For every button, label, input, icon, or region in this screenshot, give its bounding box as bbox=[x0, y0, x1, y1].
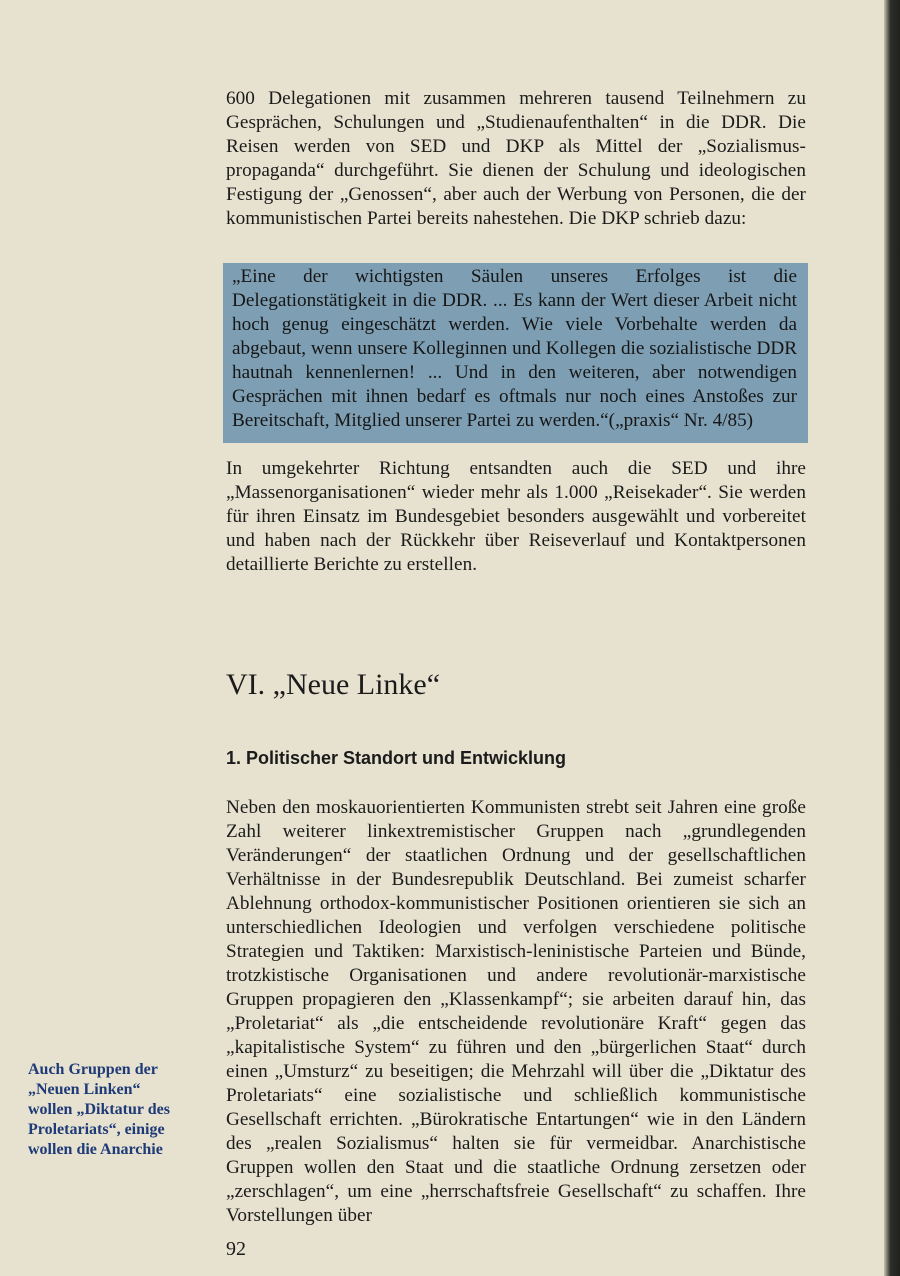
section-subheading: 1. Politischer Standort und Entwicklung bbox=[226, 748, 567, 768]
intro-paragraph: 600 Delegationen mit zusammen mehreren tausend Teilnehmern zu Gesprächen, Schulungen und „Studienaufenthalten“ in die DDR. Die Reisen werden von SED und DKP als Mittel der „Sozialismus-propaganda“ durchgeführt. Sie dienen der Schulung und ideologischen Festigung der „Genossen“, aber auch der Werbung von Personen, die der kommunistischen Partei bereits nahestehen. Die DKP schrieb dazu: bbox=[226, 88, 806, 229]
page-number: 92 bbox=[226, 1238, 246, 1260]
after-quote-paragraph: In umgekehrter Richtung entsandten auch die SED und ihre „Massenorganisationen“ wieder mehr als 1.000 „Reisekader“. Sie werden für ihren Einsatz im Bundesgebiet besonders ausgewählt und vorbereitet und haben nach der Rückkehr über Reiseverlauf und Kontaktpersonen detaillierte Berichte zu erstellen. bbox=[226, 458, 806, 575]
section-body-paragraph: Neben den moskauorientierten Kommunisten strebt seit Jahren eine große Zahl weiterer linkextremistischer Gruppen nach „grundlegenden Veränderungen“ der staatlichen Ordnung und der gesellschaftlichen Verhältnisse in der Bundesrepublik Deutschland. Bei zumeist scharfer Ablehnung orthodox-kommunistischer Positionen orientieren sie sich an unterschiedlichen Ideologien und verfolgen verschiedene politische Strategien und Taktiken: Marxistisch-leninistische Parteien und Bünde, trotzkistische Organisationen und andere revolutionär-marxistische Gruppen propagieren den „Klassenkampf“; sie arbeiten darauf hin, das „Proletariat“ als „die entscheidende revolutionäre Kraft“ gegen das „kapitalistische System“ zu führen und den „bürgerlichen Staat“ durch einen „Umsturz“ zu beseitigen; die Mehrzahl will über die „Diktatur des Proletariats“ eine sozialistische und schließlich kommunistische Gesellschaft errichten. „Bürokratische Entartungen“ wie in den Ländern des „realen Sozialismus“ halten sie für vermeidbar. Anarchistische Gruppen wollen den Staat und die staatliche Ordnung zersetzen oder „zerschlagen“, um eine „herrschaftsfreie Gesellschaft“ zu schaffen. Ihre Vorstellungen über bbox=[226, 797, 806, 1226]
scan-edge-shadow bbox=[884, 0, 900, 1276]
section-heading: VI. „Neue Linke“ bbox=[226, 668, 441, 701]
margin-note: Auch Gruppen der „Neuen Linken“ wollen „Diktatur des Proletariats“, einige wollen die Anarchie bbox=[28, 1061, 170, 1158]
quote-paragraph: „Eine der wichtigsten Säulen unseres Erfolges ist die Delegationstätigkeit in die DDR. ... Es kann der Wert dieser Arbeit nicht hoch genug eingeschätzt werden. Wie viele Vorbehalte werden da abgebaut, wenn unsere Kolleginnen und Kollegen die sozialistische DDR hautnah kennenlernen! ... Und in den weiteren, aber notwendigen Gesprächen mit ihnen bedarf es oftmals nur noch eines Anstoßes zur Bereitschaft, Mitglied unserer Partei zu werden.“(„praxis“ Nr. 4/85) bbox=[232, 266, 797, 431]
